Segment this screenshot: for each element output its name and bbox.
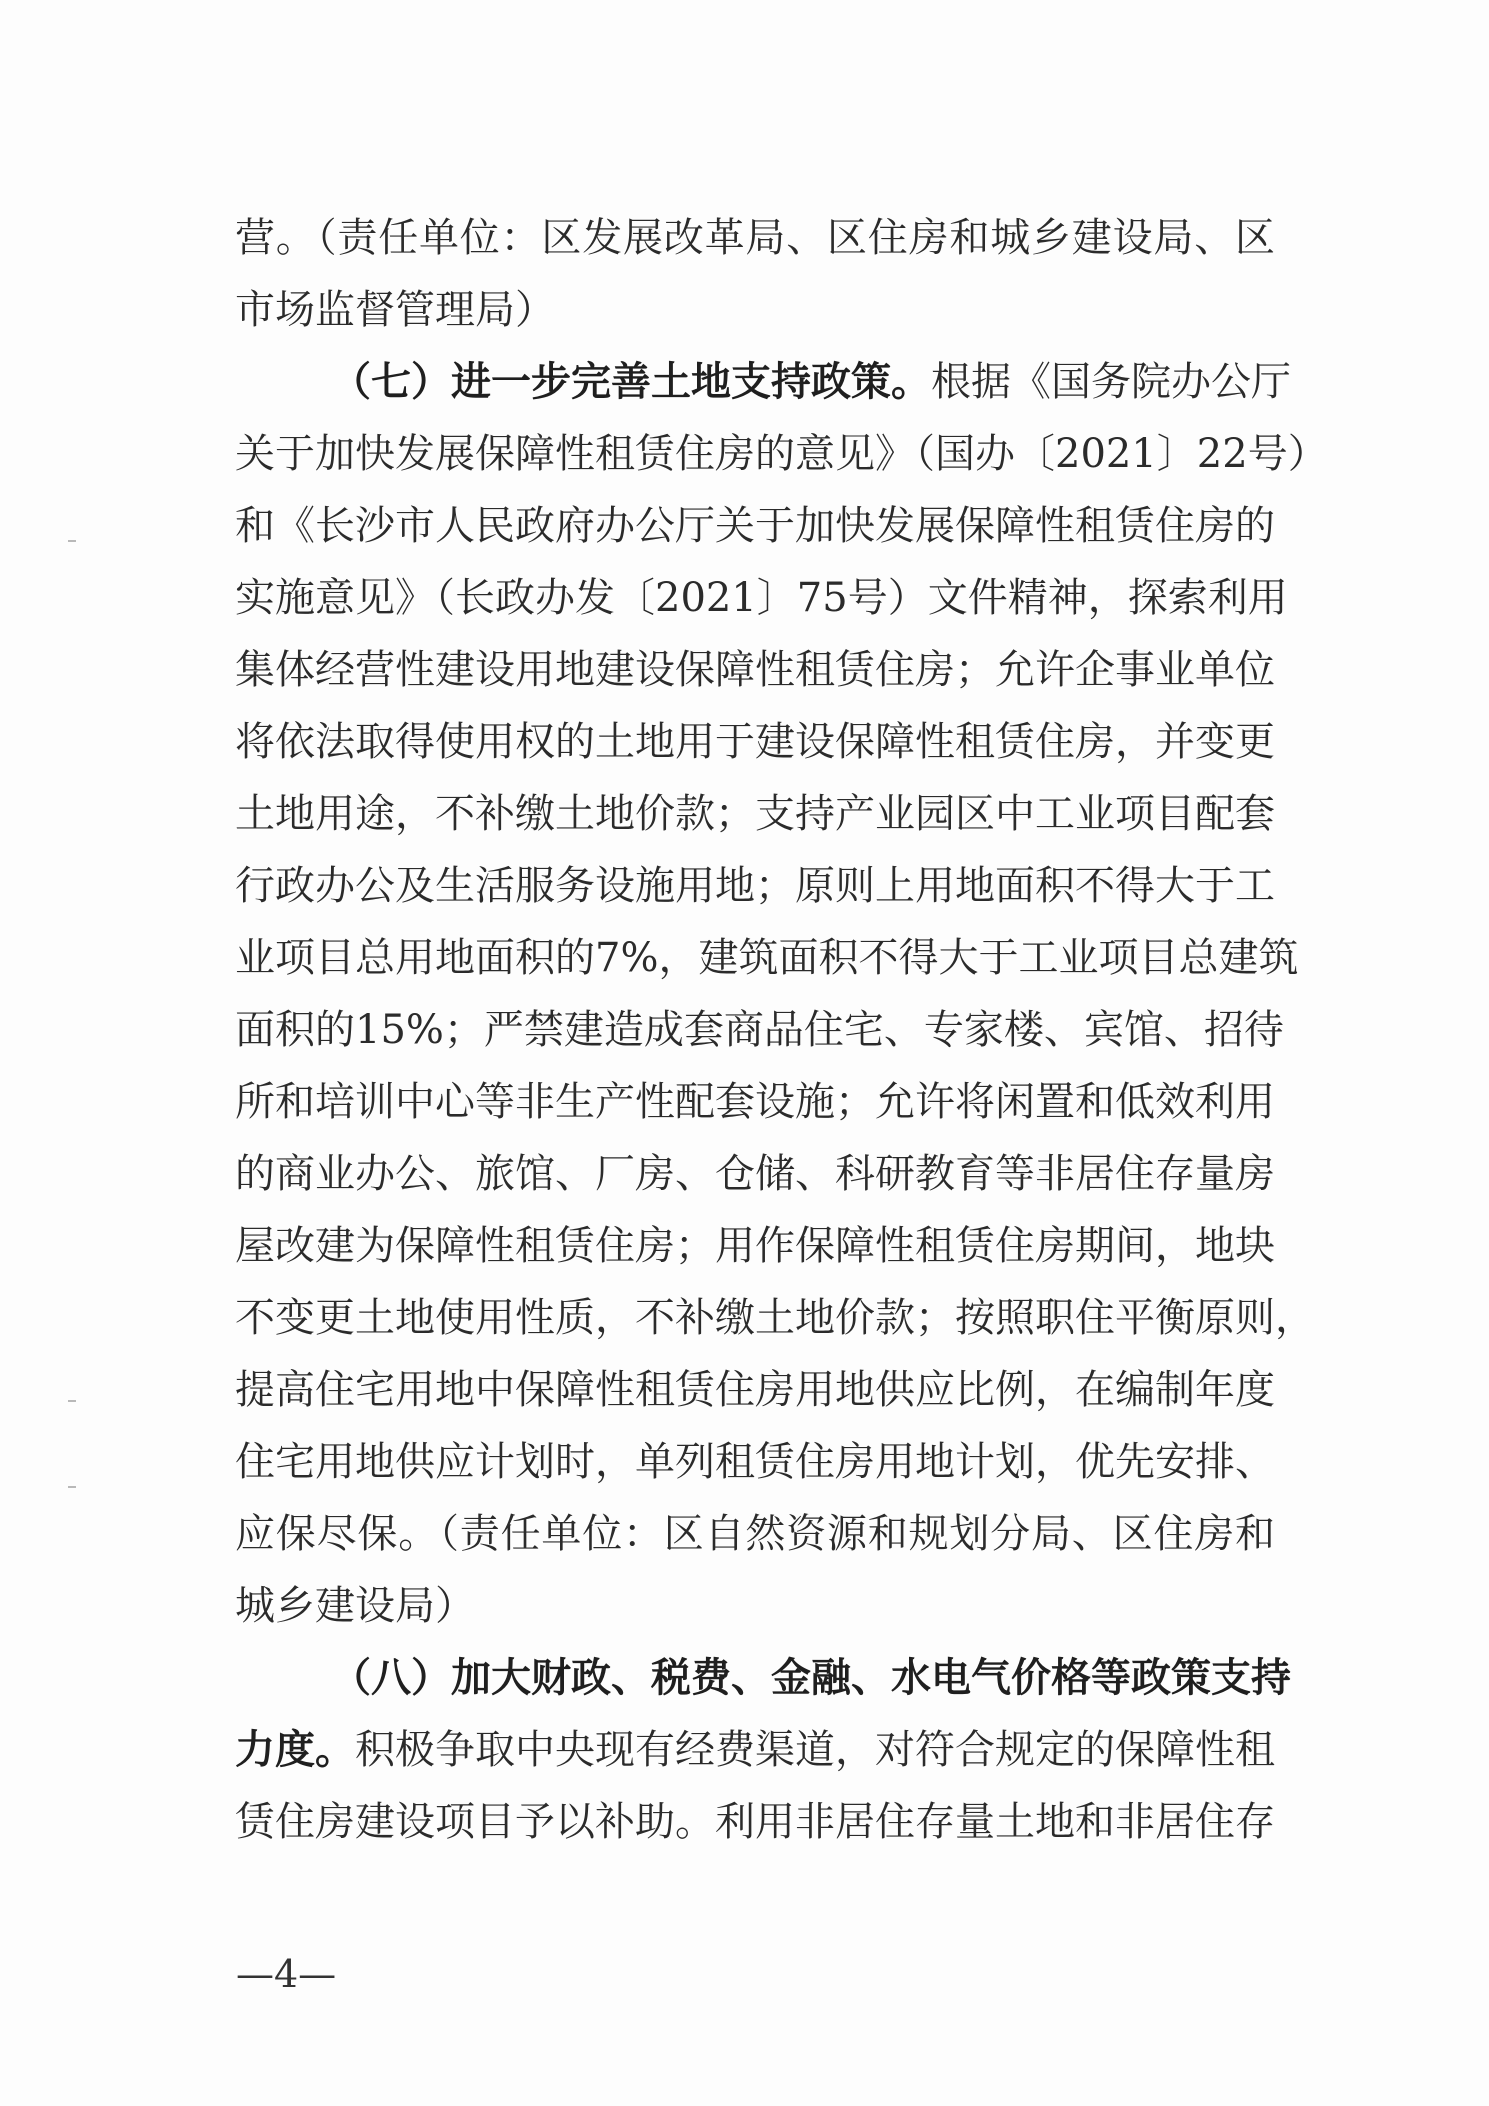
paragraph-line: 赁住房建设项目予以补助。利用非居住存量土地和非居住存 [235, 1799, 1275, 1845]
paragraph-line: 市场监督管理局） [235, 287, 555, 333]
paragraph-line: 住宅用地供应计划时，单列租赁住房用地计划，优先安排、 [235, 1439, 1275, 1485]
paragraph-line: 所和培训中心等非生产性配套设施；允许将闲置和低效利用 [235, 1079, 1275, 1125]
scan-mark [68, 1486, 76, 1488]
paragraph-line: 应保尽保。（责任单位：区自然资源和规划分局、区住房和 [235, 1511, 1275, 1557]
page-number: —4— [236, 1952, 337, 1996]
paragraph-line: 和《长沙市人民政府办公厅关于加快发展保障性租赁住房的 [235, 503, 1275, 549]
paragraph-line: 力度。积极争取中央现有经费渠道，对符合规定的保障性租 [235, 1726, 1275, 1773]
paragraph-line: 关于加快发展保障性租赁住房的意见》（国办〔2021〕22号） [235, 431, 1328, 477]
paragraph-line: 集体经营性建设用地建设保障性租赁住房；允许企事业单位 [235, 647, 1275, 693]
paragraph-line: 提高住宅用地中保障性租赁住房用地供应比例，在编制年度 [235, 1367, 1275, 1413]
scan-mark [68, 1400, 76, 1402]
paragraph-line: 的商业办公、旅馆、厂房、仓储、科研教育等非居住存量房 [235, 1151, 1275, 1197]
paragraph-line: 城乡建设局） [235, 1583, 475, 1629]
scan-mark [68, 540, 76, 542]
paragraph-line: 面积的15%；严禁建造成套商品住宅、专家楼、宾馆、招待 [235, 1007, 1284, 1053]
paragraph-line: 不变更土地使用性质，不补缴土地价款；按照职住平衡原则， [235, 1295, 1315, 1341]
body-text [235, 202, 1328, 1858]
section-heading-line: （七）进一步完善土地支持政策。根据《国务院办公厅 [331, 358, 1291, 405]
paragraph-line: 将依法取得使用权的土地用于建设保障性租赁住房，并变更 [235, 719, 1275, 765]
section-heading: 力度。 [235, 1726, 355, 1773]
paragraph-line: 营。（责任单位：区发展改革局、区住房和城乡建设局、区 [235, 215, 1275, 261]
paragraph-line: 屋改建为保障性租赁住房；用作保障性租赁住房期间，地块 [235, 1223, 1275, 1269]
section-heading: （七）进一步完善土地支持政策。 [331, 358, 931, 405]
section-heading: （八）加大财政、税费、金融、水电气价格等政策支持 [331, 1654, 1291, 1701]
paragraph-line: 实施意见》（长政办发〔2021〕75号）文件精神，探索利用 [235, 575, 1288, 621]
paragraph-line: 业项目总用地面积的7%，建筑面积不得大于工业项目总建筑 [235, 935, 1299, 981]
paragraph-line: 行政办公及生活服务设施用地；原则上用地面积不得大于工 [235, 863, 1275, 909]
section-heading-line [235, 1642, 1291, 1714]
paragraph-line: 土地用途，不补缴土地价款；支持产业园区中工业项目配套 [235, 791, 1275, 837]
